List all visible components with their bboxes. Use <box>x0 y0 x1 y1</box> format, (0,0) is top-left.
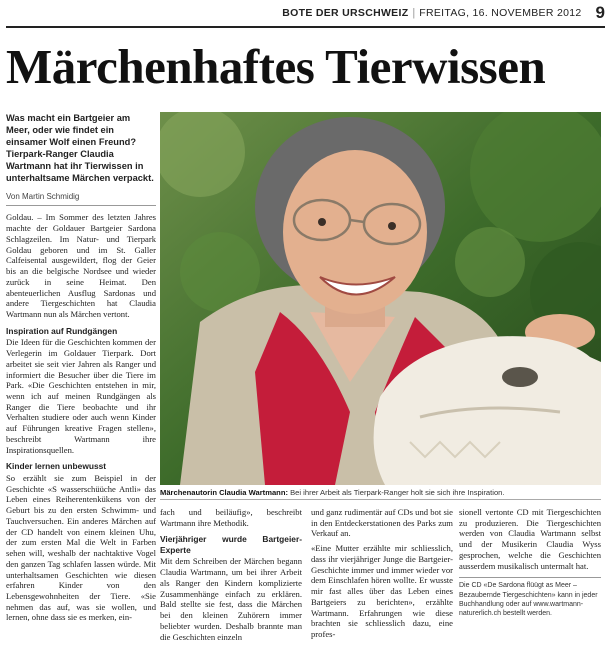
photo-illustration <box>160 112 601 485</box>
article-column-2 <box>160 507 302 646</box>
page-number: 9 <box>595 3 605 22</box>
article-photo <box>160 112 601 485</box>
article-headline: Märchenhaftes Tierwissen <box>6 39 546 94</box>
byline: Von Martin Schmidig <box>6 192 156 206</box>
subheading: Vierjähriger wurde Bartgeier-Experte <box>160 534 302 555</box>
caption-title: Märchenautorin Claudia Wartmann: <box>160 488 288 497</box>
issue-date: FREITAG, 16. NOVEMBER 2012 <box>419 7 582 19</box>
paragraph: Mit dem Schreiben der Märchen begann Claudia Wartmann, um bei ihrer Arbeit als Ranger den Kindern komplizierte Zusammenhänge einfach zu erklären. Bald stellte sie fest, dass die Märchen bei den kleinen Zuhörern immer beliebter wurden. Deshalb brannte man die Geschichten einzeln <box>160 556 302 642</box>
photo-caption <box>160 488 601 500</box>
subheading: Kinder lernen unbewusst <box>6 461 107 472</box>
paragraph: sionell vertonte CD mit Tiergeschichten zu produzieren. Die Tiergeschichten werden von Claudia Wartmann selbst und der Musikerin Claudia Wyss gesprochen, welche die Geschichten ausserdem musikalisch untermalt hat. <box>459 507 601 571</box>
paragraph: «Eine Mutter erzählte mir schliesslich, dass ihr vierjähriger Junge die Bartgeier-Geschichte immer und immer wieder vor dem Einschlafen hören wollte. Er wusste mir fast alles über das Leben eines Bartgeiers zu berichten», erzählte Wartmann. Erfahrungen wie diese brachten sie schliesslich dazu, eine profes- <box>311 543 453 640</box>
masthead-separator: | <box>412 7 416 19</box>
cd-info-box: Die CD «De Sardona flüügt as Meer – Bezaubernde Tiergeschichten» kann in jeder Buchhandlung oder auf www.wartmann-naturerlich.ch bestellt werden. <box>459 577 601 617</box>
paragraph: fach und beiläufig», beschreibt Wartmann ihre Methodik. <box>160 507 302 528</box>
paragraph: So erzählt sie zum Beispiel in der Geschichte «S wasserschüüche Antli» das Leben eines Reiherentenkükens von der Geburt bis zu den ersten Schwimm- und Tauchversuchen. Ein anderes Märchen auf der CD handelt von einem kleinen Uhu, der zum ersten Mal die Welt in Farben sehen will, weshalb der nachtaktive Vogel den ganzen Tag schlafen lassen würde. Mit unterhaltsamen Geschichten wie diesen erfahren Kinder von den Lebensgewohnheiten der Tiere. «Sie nehmen das auf, was sie wollen, und lernen, ohne dass sie es merken, ein- <box>6 472 156 623</box>
paragraph: und ganz rudimentär auf CDs und bot sie in den Entdeckerstationen des Parks zum Verkauf an. <box>311 507 453 539</box>
caption-text: Bei ihrer Arbeit als Tierpark-Ranger holt sie sich ihre Inspiration. <box>287 488 505 497</box>
article-lead: Was macht ein Bartgeier am Meer, oder wie findet ein einsamer Wolf einen Freund? Tierpark-Ranger Claudia Wartmann hat ihr Tierwissen in unterhaltsame Märchen verpackt. <box>6 113 154 184</box>
newspaper-name: BOTE DER URSCHWEIZ <box>282 7 409 19</box>
article-column-1 <box>6 112 156 627</box>
paragraph: Die Ideen für die Geschichten kommen der Verlegerin im Goldauer Tierpark. Dort arbeitet sie seit vier Jahren als Ranger und informiert die Besucher über die Tiere im Park. «Die Geschichten entstehen in mir, wenn ich auf meinen Rundgängen als Ranger die Tiere beobachte und ihr Verhalten studiere oder auch wenn Kinder auf Führungen kreative Fragen stellen», beschreibt Wartmann ihre Inspirationsquellen. <box>6 337 156 455</box>
article-column-3 <box>311 507 453 644</box>
article-column-4 <box>459 507 601 618</box>
paragraph: Goldau. – Im Sommer des letzten Jahres machte der Goldauer Bartgeier Sardona Schlagzeilen. Im Natur- und Tierpark Goldau geboren und im St. Galler Calfeisental ausgewildert, flog der Geier bis an die belgische Nordsee und wieder zurück in seine Heimat. Den abenteuerlichen Ausflug Sardonas und andere Tiergeschichten hat Claudia Wartmann nun als Märchen vertont. <box>6 212 156 320</box>
subheading: Inspiration auf Rundgängen <box>6 325 118 336</box>
masthead <box>6 0 605 28</box>
